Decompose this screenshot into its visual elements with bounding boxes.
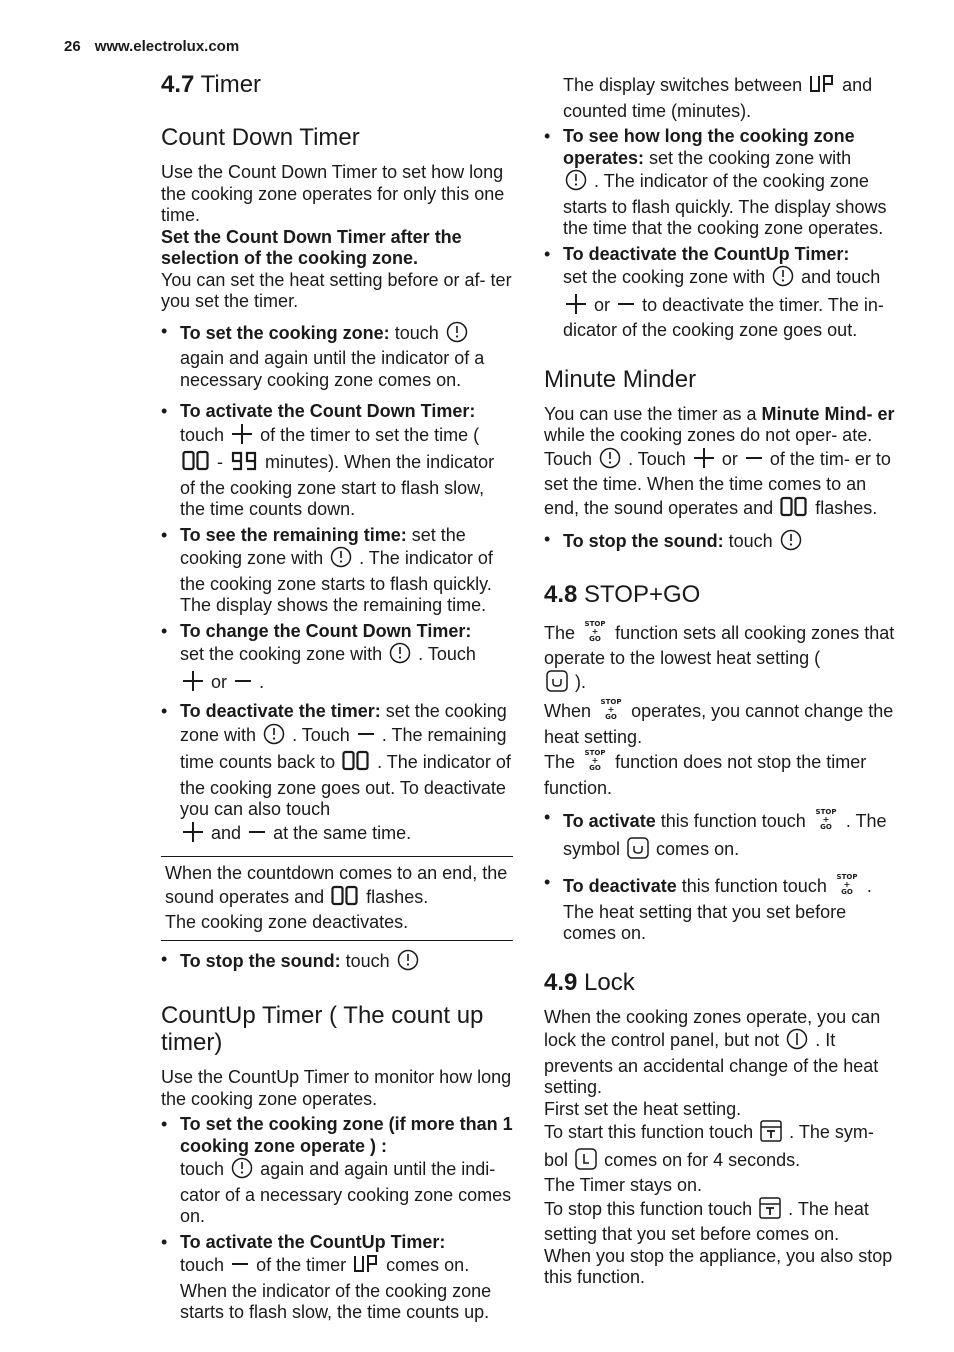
stop-go-text-3: The STOP + GO function does not stop the timer function. [544, 749, 867, 798]
svg-text:+: + [591, 626, 599, 636]
timer-icon [231, 1157, 253, 1185]
stop-go-icon [834, 872, 860, 902]
plus-icon [565, 293, 587, 321]
countup-display-note: The display switches between and counted time (minutes). [563, 75, 873, 121]
heat-setting-u-icon [546, 670, 568, 698]
svg-text:STOP: STOP [584, 619, 606, 628]
svg-text:STOP: STOP [584, 749, 606, 757]
minus-icon [248, 821, 266, 849]
svg-text:+: + [843, 880, 851, 889]
list-item: • To deactivate the timer: set the cooking zone with . Touch . The remaining time counts back to . The indicator of the cooking zone goes out. To deactivate you can also touch and at the same time. [161, 701, 513, 848]
section-4-7-heading: 4.7 Timer [161, 71, 262, 98]
stop-go-icon [598, 697, 624, 727]
minute-minder-text: You can use the timer as a Minute Mind- er while the cooking zones do not oper- ate. Touch . Touch or of the tim- er to set the time. When the time comes to an end, the sound operates and flashes. [544, 404, 899, 524]
countup-timer-heading: CountUp Timer ( The count up timer) [161, 1002, 484, 1056]
page-number: 26 [64, 38, 81, 55]
minus-icon [231, 1253, 249, 1281]
plus-icon [182, 821, 204, 849]
stop-go-text-2: When STOP + GO operates, you cannot change the heat setting. [544, 698, 894, 747]
lock-symbol-l-icon [575, 1148, 597, 1176]
display-99-icon [230, 450, 258, 478]
lock-text-2: First set the heat setting. [544, 1098, 742, 1119]
timer-icon [446, 321, 468, 349]
heat-setting-u-icon [627, 837, 649, 865]
lock-text-4: The Timer stays on. [544, 1175, 703, 1195]
stop-go-icon [582, 748, 608, 778]
timer-icon [565, 169, 587, 197]
lock-icon [760, 1120, 782, 1148]
list-item: • To see how long the cooking zone operates: set the cooking zone with . The indicator of the cooking zone starts to flash quickly. The display shows the time that the cooking zone operates. [544, 126, 899, 240]
svg-text:GO: GO [605, 713, 617, 721]
count-down-bold-note: Set the Count Down Timer after the selection of the cooking zone. [161, 226, 462, 268]
left-column [161, 70, 513, 1324]
lock-text-6: When you stop the appliance, you also stop this function. [544, 1245, 893, 1287]
timer-icon [389, 642, 411, 670]
list-item: • To set the cooking zone (if more than 1 cooking zone operate ) : touch again and again until the indi- cator of a necessary cooking zone comes on. [161, 1114, 513, 1228]
minus-icon [617, 293, 635, 321]
lock-icon [759, 1197, 781, 1225]
svg-text:STOP: STOP [600, 698, 622, 706]
plus-icon [693, 447, 715, 475]
count-down-timer-heading: Count Down Timer [161, 124, 360, 151]
timer-icon [780, 529, 802, 557]
website-url: www.electrolux.com [94, 38, 240, 55]
minus-icon [357, 723, 375, 751]
countup-list-continued [544, 126, 899, 342]
svg-text:GO: GO [819, 823, 832, 831]
on-off-icon [786, 1028, 808, 1056]
stop-go-list [544, 807, 899, 945]
timer-icon [263, 723, 285, 751]
minute-minder-list [544, 529, 899, 557]
section-4-8-heading: 4.8 STOP+GO [544, 580, 701, 608]
svg-text:+: + [591, 756, 599, 765]
list-item: • To change the Count Down Timer: set the cooking zone with . Touch or . [161, 621, 513, 698]
lock-text-5: To stop this function touch . The heat setting that you set before comes on. [544, 1198, 869, 1244]
count-down-intro: Use the Count Down Timer to set how long the cooking zone operates for only this one time. [161, 162, 505, 225]
timer-icon [330, 546, 352, 574]
countup-intro: Use the CountUp Timer to monitor how long the cooking zone operates. [161, 1067, 512, 1109]
display-00-icon [182, 450, 210, 478]
list-item: • To stop the sound: touch [161, 949, 513, 977]
minute-minder-heading: Minute Minder [544, 365, 697, 393]
lock-text-3: To start this function touch . The sym- bol comes on for 4 seconds. [544, 1120, 899, 1175]
timer-icon [599, 447, 621, 475]
page-header [64, 38, 239, 55]
svg-text:STOP: STOP [815, 808, 837, 816]
countup-list [161, 1114, 513, 1324]
list-item: • To deactivate the CountUp Timer: set the cooking zone with and touch or to deactivate the timer. The in- dicator of the cooking zone goes out. [544, 244, 899, 342]
lock-text-1: When the cooking zones operate, you can lock the control panel, but not . It prevents an accidental change of the heat setting. [544, 1006, 881, 1097]
display-up-icon [809, 73, 835, 101]
display-00-icon [331, 885, 359, 913]
svg-text:+: + [607, 705, 615, 714]
svg-text:GO: GO [589, 764, 601, 772]
list-item: • To set the cooking zone: touch again and again until the indicator of a necessary cooking zone comes on. [161, 321, 513, 392]
stop-go-icon [582, 619, 608, 649]
timer-icon [772, 265, 794, 293]
display-00-icon [780, 496, 808, 524]
list-item: • To activate this function touch STOP + GO . The symbol comes on. [544, 807, 899, 864]
count-down-heat-note: You can set the heat setting before or af- ter you set the timer. [161, 269, 512, 311]
count-down-list [161, 321, 513, 849]
list-item: • To activate the CountUp Timer: touch of the timer comes on. When the indicator of the cooking zone starts to flash slow, the time counts up. [161, 1232, 513, 1324]
list-item: • To see the remaining time: set the cooking zone with . The indicator of the cooking zone starts to flash quickly. The display shows the remaining time. [161, 525, 513, 617]
minus-icon [745, 447, 763, 475]
svg-text:GO: GO [589, 634, 601, 643]
svg-text:STOP: STOP [836, 873, 858, 881]
list-item: • To deactivate this function touch STOP + GO . The heat setting that you set before comes on. [544, 872, 899, 945]
display-up-icon [353, 1253, 379, 1281]
plus-icon [182, 670, 204, 698]
plus-icon [231, 423, 253, 451]
timer-icon [397, 949, 419, 977]
stop-sound-list [161, 949, 513, 977]
svg-text:GO: GO [840, 888, 853, 896]
countdown-end-note: When the countdown comes to an end, the sound operates and flashes. The cooking zone deactivates. [161, 856, 513, 941]
list-item: • To stop the sound: touch [544, 529, 899, 557]
list-item: • To activate the Count Down Timer: touch of the timer to set the time ( - minutes). When the indicator of the cooking zone start to flash slow, the time counts down. [161, 401, 513, 521]
svg-text:+: + [822, 815, 830, 824]
minus-icon [234, 670, 252, 698]
stop-go-icon [813, 807, 839, 837]
display-00-icon [342, 750, 370, 778]
stop-go-text-1: The STOP + GO function sets all cooking zones that operate to the lowest heat setting ( ). [544, 619, 899, 698]
right-column [544, 70, 899, 1289]
section-4-9-heading: 4.9 Lock [544, 968, 635, 996]
